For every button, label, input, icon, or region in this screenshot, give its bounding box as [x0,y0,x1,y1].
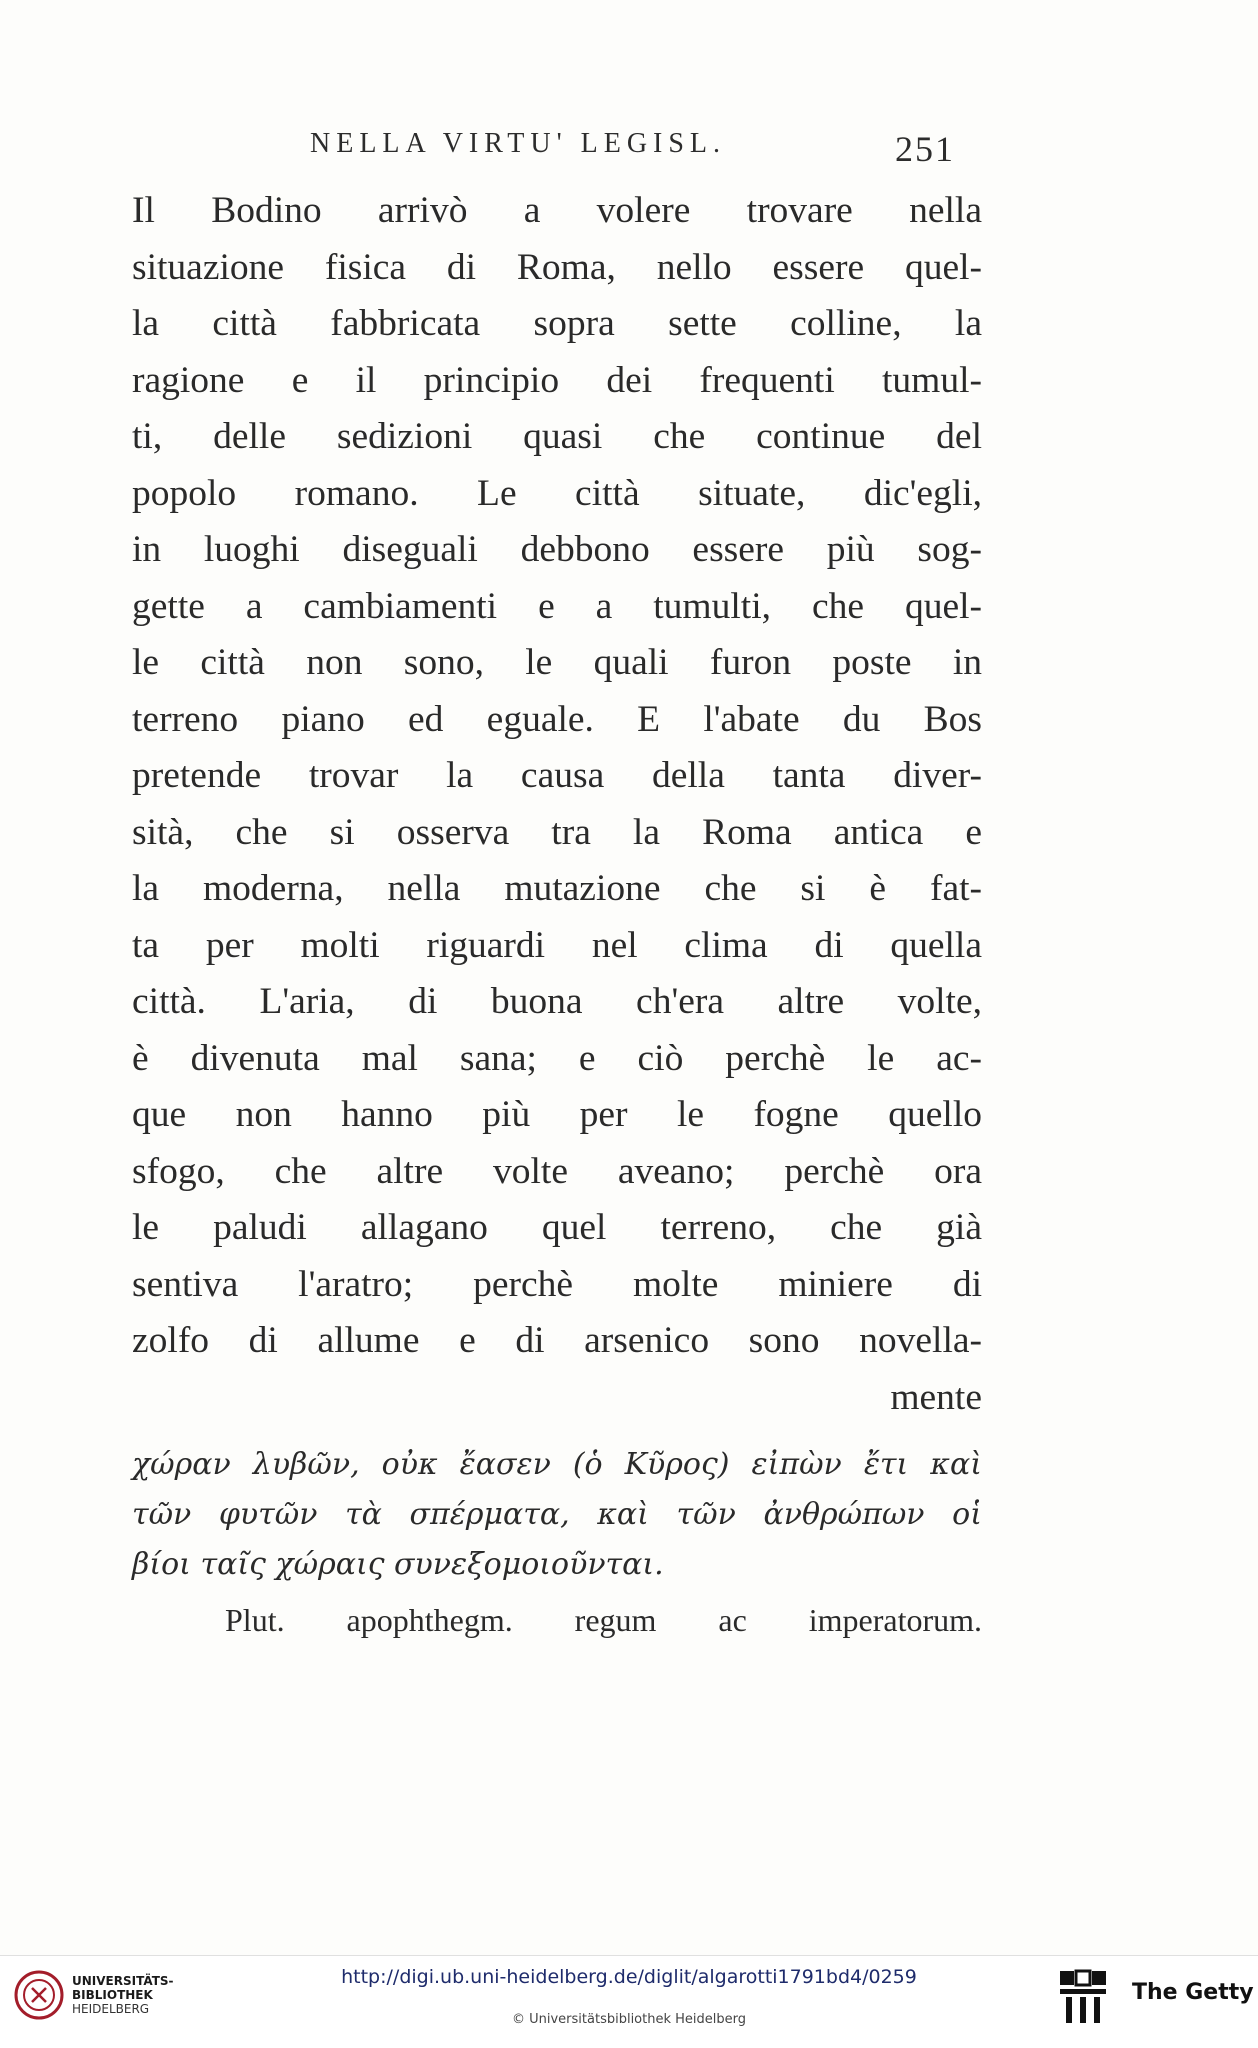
text-line: sfogo, che altre volte aveano; perchè ora [132,1150,982,1192]
text-line: situazione fisica di Roma, nello essere quel- [132,246,982,288]
text-line: le città non sono, le quali furon poste in [132,642,982,683]
greek-line: χώραν λυβῶν, οὐκ ἔασεν (ὁ Κῦρος) εἰπὼν ἔτι καὶ [132,1447,982,1482]
viewer-footer [0,1955,1258,2048]
library-name-line: HEIDELBERG [72,2002,150,2016]
text-line: la moderna, nella mutazione che si è fat- [132,868,982,909]
text-line: ragione e il principio dei frequenti tumul- [132,359,982,401]
text-line: sità, che si osserva tra la Roma antica e [132,811,982,853]
text-line: popolo romano. Le città situate, dic'egli, [132,472,982,514]
permalink-url[interactable]: http://digi.ub.uni-heidelberg.de/diglit/algarotti1791bd4/0259 [341,1966,917,1988]
copyright-notice: © Universitätsbibliothek Heidelberg [511,2012,746,2027]
greek-line: τῶν φυτῶν τὰ σπέρματα, καὶ τῶν ἀνθρώπων οἱ [132,1497,982,1532]
partner-name: The Getty [1132,1980,1254,2005]
text-line: zolfo di allume e di arsenico sono novella- [132,1320,982,1361]
text-line: terreno piano ed eguale. E l'abate du Bos [132,698,982,740]
text-line: le paludi allagano quel terreno, che già [132,1207,982,1248]
text-line: ta per molti riguardi nel clima di quella [132,924,982,966]
library-name-line: BIBLIOTHEK [72,1988,153,2002]
library-name-line: UNIVERSITÄTS- [72,1974,174,1988]
greek-footnote [132,1440,982,1590]
text-line: sentiva l'aratro; perchè molte miniere di [132,1263,982,1305]
greek-line: βίοι ταῖς χώραις συνεξομοιοῦνται. [132,1547,664,1582]
text-line: ti, delle sedizioni quasi che continue del [132,416,982,457]
text-line: città. L'aria, di buona ch'era altre volte, [132,981,982,1022]
footnote-citation: Plut. apophthegm. regum ac imperatorum. [225,1602,982,1638]
text-line: que non hanno più per le fogne quello [132,1094,982,1135]
running-head: NELLA VIRTU' LEGISL. [310,128,727,159]
body-text [132,183,982,1426]
text-line: pretende trovar la causa della tanta diver- [132,755,982,796]
getty-logo-icon [1058,1969,1108,2025]
text-line: in luoghi diseguali debbono essere più sog- [132,529,982,570]
text-line: Il Bodino arrivò a volere trovare nella [132,190,982,231]
catchword: mente [890,1376,982,1418]
text-line: è divenuta mal sana; e ciò perchè le ac- [132,1037,982,1079]
text-line: la città fabbricata sopra sette colline, la [132,303,982,344]
text-line: gette a cambiamenti e a tumulti, che quel- [132,585,982,627]
page-number: 251 [895,129,955,169]
